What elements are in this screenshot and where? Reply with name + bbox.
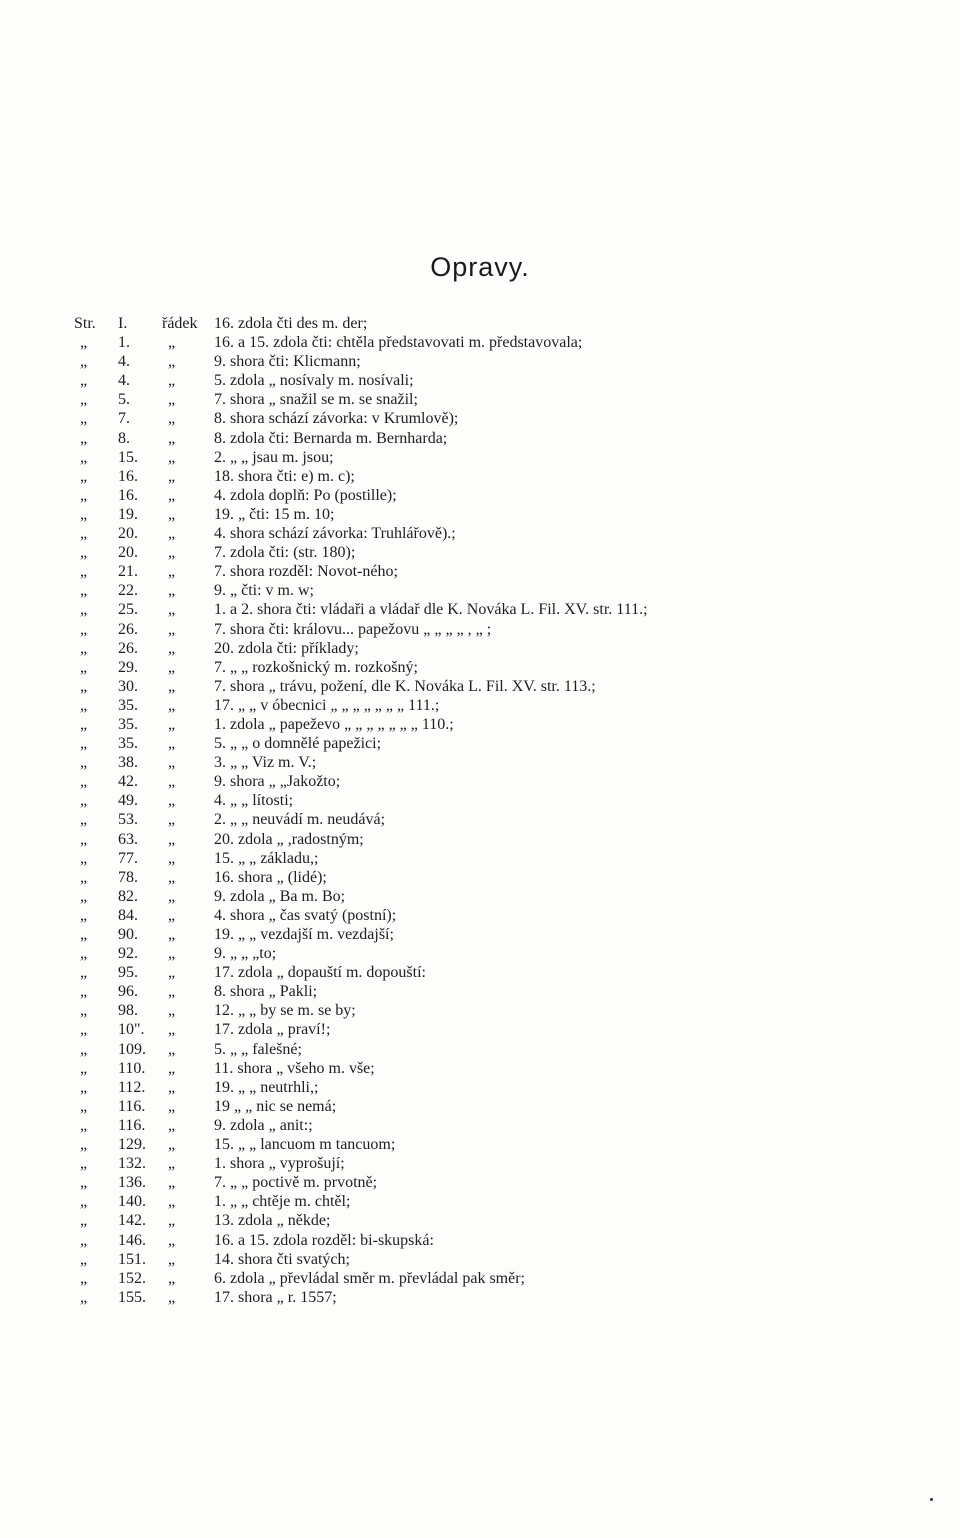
page-number: 152. <box>118 1269 146 1287</box>
correction-text: 20. zdola čti: příklady; <box>214 639 359 657</box>
page-number: 109. <box>118 1040 146 1058</box>
errata-row <box>74 505 894 524</box>
page-number: 49. <box>118 792 138 810</box>
ditto-mark: „ <box>168 735 176 753</box>
errata-row <box>74 524 894 543</box>
correction-text: 4. shora schází závorka: Truhlářově).; <box>214 525 456 543</box>
page-number: 19. <box>118 505 138 523</box>
ditto-mark: „ <box>80 677 88 695</box>
ditto-mark: „ <box>80 467 88 485</box>
errata-row <box>74 1116 894 1135</box>
correction-text: 11. shora „ všeho m. vše; <box>214 1059 375 1077</box>
page-number: 20. <box>118 544 138 562</box>
page-number: 15. <box>118 448 138 466</box>
correction-text: 9. shora „ „Jakožto; <box>214 773 341 791</box>
ditto-mark: „ <box>168 1116 176 1134</box>
correction-text: 1. shora „ vyprošují; <box>214 1155 345 1173</box>
correction-text: 16. a 15. zdola rozděl: bi-skupská: <box>214 1231 434 1249</box>
page-number: 92. <box>118 945 138 963</box>
errata-row <box>74 944 894 963</box>
errata-row <box>74 1078 894 1097</box>
ditto-mark: „ <box>80 715 88 733</box>
errata-row <box>74 849 894 868</box>
errata-row <box>74 600 894 619</box>
ditto-mark: „ <box>168 1193 176 1211</box>
correction-text: 16. shora „ (lidé); <box>214 868 327 886</box>
errata-row <box>74 1001 894 1020</box>
ditto-mark: „ <box>80 486 88 504</box>
errata-row <box>74 753 894 772</box>
correction-text: 9. zdola „ anit:; <box>214 1116 313 1134</box>
page-number: 30. <box>118 677 138 695</box>
errata-row <box>74 562 894 581</box>
ditto-mark: „ <box>80 811 88 829</box>
correction-text: 8. shora „ Pakli; <box>214 983 318 1001</box>
ditto-mark: „ <box>80 1212 88 1230</box>
ditto-mark: „ <box>168 1288 176 1306</box>
ditto-mark: „ <box>80 1059 88 1077</box>
correction-text: 17. shora „ r. 1557; <box>214 1288 337 1306</box>
ditto-mark: „ <box>80 1021 88 1039</box>
ditto-mark: „ <box>168 544 176 562</box>
ditto-mark: „ <box>168 1269 176 1287</box>
errata-row <box>74 1135 894 1154</box>
correction-text: 17. „ „ v óbecnici „ „ „ „ „ „ „ 111.; <box>214 696 440 714</box>
ditto-mark: „ <box>168 868 176 886</box>
errata-row <box>74 409 894 428</box>
errata-row <box>74 1154 894 1173</box>
page-number: 140. <box>118 1193 146 1211</box>
errata-row <box>74 1211 894 1230</box>
correction-text: 13. zdola „ někde; <box>214 1212 331 1230</box>
ditto-mark: „ <box>80 926 88 943</box>
correction-text: 18. shora čti: e) m. c); <box>214 467 355 485</box>
ditto-mark: „ <box>168 926 176 943</box>
str-label: Str. <box>74 315 96 332</box>
page-number: 112. <box>118 1078 146 1096</box>
page-number: 78. <box>118 868 138 886</box>
page-number: 151. <box>118 1250 146 1268</box>
errata-row <box>74 429 894 448</box>
page-number: 1. <box>118 334 130 352</box>
page-number: 116. <box>118 1097 146 1115</box>
correction-text: 20. zdola „ ,radostným; <box>214 830 364 848</box>
correction-text: 6. zdola „ převládal směr m. převládal pak směr; <box>214 1269 525 1287</box>
correction-text: 19 „ „ nic se nemá; <box>214 1097 337 1115</box>
errata-row <box>74 734 894 753</box>
page-number: 116. <box>118 1116 146 1134</box>
ditto-mark: „ <box>168 906 176 924</box>
correction-text: 7. shora čti: královu... papežovu „ „ „ „ , „ ; <box>214 620 492 638</box>
ditto-mark: „ <box>80 830 88 848</box>
ditto-mark: „ <box>168 696 176 714</box>
page-number: 53. <box>118 811 138 829</box>
ditto-mark: „ <box>80 735 88 753</box>
errata-row <box>74 868 894 887</box>
errata-row <box>74 791 894 810</box>
ditto-mark: „ <box>80 1231 88 1249</box>
stray-mark <box>930 1498 933 1501</box>
correction-text: 1. „ „ chtěje m. chtěl; <box>214 1193 351 1211</box>
ditto-mark: „ <box>168 1040 176 1058</box>
ditto-mark: „ <box>80 754 88 772</box>
ditto-mark: „ <box>80 410 88 428</box>
correction-text: 9. shora čti: Klicmann; <box>214 353 361 371</box>
page-number: 38. <box>118 754 138 772</box>
errata-row <box>74 772 894 791</box>
ditto-mark: „ <box>80 334 88 352</box>
correction-text: 15. „ „ lancuom m tancuom; <box>214 1136 396 1154</box>
correction-text: 15. „ „ základu,; <box>214 849 319 867</box>
correction-text: 9. „ čti: v m. w; <box>214 582 314 600</box>
correction-text: 7. shora „ snažil se m. se snažil; <box>214 391 418 409</box>
correction-text: 5. „ „ o domnělé papežici; <box>214 735 382 753</box>
radek-label: řádek <box>162 315 198 332</box>
correction-text: 7. shora „ trávu, požení, dle K. Nováka L. Fil. XV. str. 113.; <box>214 677 596 695</box>
correction-text: 16. zdola čti des m. der; <box>214 315 368 332</box>
correction-text: 5. „ „ falešné; <box>214 1040 302 1058</box>
ditto-mark: „ <box>168 448 176 466</box>
ditto-mark: „ <box>168 334 176 352</box>
ditto-mark: „ <box>80 544 88 562</box>
errata-row <box>74 1231 894 1250</box>
correction-text: 4. zdola doplň: Po (postille); <box>214 486 397 504</box>
correction-text: 1. zdola „ papeževo „ „ „ „ „ „ „ 110.; <box>214 715 454 733</box>
ditto-mark: „ <box>168 1021 176 1039</box>
correction-text: 3. „ „ Viz m. V.; <box>214 754 317 772</box>
ditto-mark: „ <box>168 505 176 523</box>
page-number: 90. <box>118 926 138 943</box>
page-number: 35. <box>118 696 138 714</box>
page-number: 7. <box>118 410 130 428</box>
page-number: 136. <box>118 1174 146 1192</box>
ditto-mark: „ <box>80 1193 88 1211</box>
errata-row <box>74 581 894 600</box>
ditto-mark: „ <box>168 1231 176 1249</box>
ditto-mark: „ <box>80 1002 88 1020</box>
ditto-mark: „ <box>168 1002 176 1020</box>
errata-row <box>74 658 894 677</box>
ditto-mark: „ <box>80 1097 88 1115</box>
ditto-mark: „ <box>80 1250 88 1268</box>
ditto-mark: „ <box>168 792 176 810</box>
page-number: 142. <box>118 1212 146 1230</box>
ditto-mark: „ <box>80 391 88 409</box>
errata-row <box>74 1288 894 1307</box>
correction-text: 19. „ čti: 15 m. 10; <box>214 505 335 523</box>
ditto-mark: „ <box>80 792 88 810</box>
ditto-mark: „ <box>168 1212 176 1230</box>
errata-row <box>74 982 894 1001</box>
ditto-mark: „ <box>80 983 88 1001</box>
correction-text: 7. zdola čti: (str. 180); <box>214 544 356 562</box>
errata-row <box>74 486 894 505</box>
page-number: 20. <box>118 525 138 543</box>
ditto-mark: „ <box>168 849 176 867</box>
page-number: 25. <box>118 601 138 619</box>
correction-text: 9. „ „ „to; <box>214 945 277 963</box>
errata-row <box>74 963 894 982</box>
ditto-mark: „ <box>80 448 88 466</box>
ditto-mark: „ <box>168 563 176 581</box>
correction-text: 16. a 15. zdola čti: chtěla představovati m. představovala; <box>214 334 583 352</box>
ditto-mark: „ <box>168 658 176 676</box>
ditto-mark: „ <box>168 486 176 504</box>
page-number: I. <box>118 315 128 332</box>
errata-row <box>74 810 894 829</box>
errata-row <box>74 1173 894 1192</box>
page-number: 132. <box>118 1155 146 1173</box>
errata-row <box>74 620 894 639</box>
ditto-mark: „ <box>168 353 176 371</box>
ditto-mark: „ <box>168 1078 176 1096</box>
errata-list <box>74 314 894 1307</box>
errata-row <box>74 390 894 409</box>
ditto-mark: „ <box>168 945 176 963</box>
page-number: 26. <box>118 639 138 657</box>
errata-row <box>74 1040 894 1059</box>
errata-row <box>74 1192 894 1211</box>
page-number: 110. <box>118 1059 146 1077</box>
ditto-mark: „ <box>168 525 176 543</box>
ditto-mark: „ <box>168 429 176 447</box>
ditto-mark: „ <box>168 964 176 982</box>
ditto-mark: „ <box>80 887 88 905</box>
correction-text: 7. shora rozděl: Novot-ného; <box>214 563 398 581</box>
ditto-mark: „ <box>168 715 176 733</box>
correction-text: 9. zdola „ Ba m. Bo; <box>214 887 346 905</box>
correction-text: 7. „ „ rozkošnický m. rozkošný; <box>214 658 418 676</box>
errata-row <box>74 1269 894 1288</box>
ditto-mark: „ <box>80 1136 88 1154</box>
errata-row <box>74 314 894 333</box>
ditto-mark: „ <box>80 601 88 619</box>
correction-text: 17. zdola „ dopauští m. dopouští: <box>214 964 426 982</box>
page-number: 4. <box>118 372 130 390</box>
ditto-mark: „ <box>168 601 176 619</box>
errata-row <box>74 371 894 390</box>
ditto-mark: „ <box>80 620 88 638</box>
correction-text: 17. zdola „ praví!; <box>214 1021 331 1039</box>
ditto-mark: „ <box>80 964 88 982</box>
page-number: 96. <box>118 983 138 1001</box>
page-number: 129. <box>118 1136 146 1154</box>
correction-text: 19. „ „ neutrhli,; <box>214 1078 319 1096</box>
correction-text: 2. „ „ jsau m. jsou; <box>214 448 334 466</box>
ditto-mark: „ <box>168 467 176 485</box>
errata-row <box>74 830 894 849</box>
ditto-mark: „ <box>168 410 176 428</box>
correction-text: 19. „ „ vezdajší m. vezdajší; <box>214 926 394 943</box>
correction-text: 2. „ „ neuvádí m. neudává; <box>214 811 386 829</box>
page-number: 42. <box>118 773 138 791</box>
errata-row <box>74 696 894 715</box>
ditto-mark: „ <box>80 353 88 371</box>
correction-text: 4. shora „ čas svatý (postní); <box>214 906 397 924</box>
errata-row <box>74 925 894 944</box>
page-number: 84. <box>118 906 138 924</box>
page-number: 5. <box>118 391 130 409</box>
ditto-mark: „ <box>80 945 88 963</box>
ditto-mark: „ <box>168 983 176 1001</box>
correction-text: 12. „ „ by se m. se by; <box>214 1002 356 1020</box>
page-number: 21. <box>118 563 138 581</box>
errata-row <box>74 543 894 562</box>
page-number: 4. <box>118 353 130 371</box>
errata-row <box>74 715 894 734</box>
page-number: 16. <box>118 486 138 504</box>
ditto-mark: „ <box>80 773 88 791</box>
correction-text: 7. „ „ poctivě m. prvotně; <box>214 1174 378 1192</box>
ditto-mark: „ <box>80 1078 88 1096</box>
ditto-mark: „ <box>168 773 176 791</box>
ditto-mark: „ <box>80 525 88 543</box>
ditto-mark: „ <box>168 830 176 848</box>
page-number: 95. <box>118 964 138 982</box>
page-number: 77. <box>118 849 138 867</box>
ditto-mark: „ <box>168 391 176 409</box>
errata-row <box>74 1020 894 1039</box>
page-number: 35. <box>118 735 138 753</box>
ditto-mark: „ <box>80 1040 88 1058</box>
ditto-mark: „ <box>80 696 88 714</box>
page-number: 146. <box>118 1231 146 1249</box>
correction-text: 1. a 2. shora čti: vládaři a vládař dle K. Nováka L. Fil. XV. str. 111.; <box>214 601 648 619</box>
page-number: 26. <box>118 620 138 638</box>
errata-row <box>74 1059 894 1078</box>
errata-row <box>74 1250 894 1269</box>
errata-row <box>74 906 894 925</box>
correction-text: 8. shora schází závorka: v Krumlově); <box>214 410 459 428</box>
ditto-mark: „ <box>168 639 176 657</box>
ditto-mark: „ <box>168 754 176 772</box>
page-number: 10". <box>118 1021 145 1039</box>
ditto-mark: „ <box>80 639 88 657</box>
ditto-mark: „ <box>80 849 88 867</box>
ditto-mark: „ <box>80 1288 88 1306</box>
ditto-mark: „ <box>80 563 88 581</box>
ditto-mark: „ <box>168 677 176 695</box>
ditto-mark: „ <box>168 1155 176 1173</box>
errata-row <box>74 639 894 658</box>
errata-row <box>74 352 894 371</box>
ditto-mark: „ <box>80 505 88 523</box>
ditto-mark: „ <box>168 811 176 829</box>
ditto-mark: „ <box>168 887 176 905</box>
page-number: 63. <box>118 830 138 848</box>
errata-row <box>74 467 894 486</box>
ditto-mark: „ <box>168 372 176 390</box>
correction-text: 5. zdola „ nosívaly m. nosívali; <box>214 372 414 390</box>
errata-row <box>74 677 894 696</box>
correction-text: 4. „ „ lítosti; <box>214 792 294 810</box>
ditto-mark: „ <box>168 620 176 638</box>
errata-row <box>74 333 894 352</box>
ditto-mark: „ <box>168 582 176 600</box>
errata-row <box>74 1097 894 1116</box>
page-number: 16. <box>118 467 138 485</box>
page-number: 29. <box>118 658 138 676</box>
errata-row <box>74 887 894 906</box>
ditto-mark: „ <box>80 1174 88 1192</box>
correction-text: 8. zdola čti: Bernarda m. Bernharda; <box>214 429 448 447</box>
ditto-mark: „ <box>80 906 88 924</box>
page-number: 8. <box>118 429 130 447</box>
ditto-mark: „ <box>80 868 88 886</box>
page-number: 22. <box>118 582 138 600</box>
ditto-mark: „ <box>168 1250 176 1268</box>
ditto-mark: „ <box>80 1269 88 1287</box>
ditto-mark: „ <box>168 1059 176 1077</box>
page-number: 98. <box>118 1002 138 1020</box>
ditto-mark: „ <box>80 372 88 390</box>
page-number: 155. <box>118 1288 146 1306</box>
ditto-mark: „ <box>80 429 88 447</box>
errata-row <box>74 448 894 467</box>
ditto-mark: „ <box>80 658 88 676</box>
ditto-mark: „ <box>168 1097 176 1115</box>
ditto-mark: „ <box>168 1174 176 1192</box>
ditto-mark: „ <box>80 582 88 600</box>
ditto-mark: „ <box>168 1136 176 1154</box>
page-title: Opravy. <box>430 252 530 282</box>
ditto-mark: „ <box>80 1116 88 1134</box>
correction-text: 14. shora čti svatých; <box>214 1250 350 1268</box>
page-number: 82. <box>118 887 138 905</box>
ditto-mark: „ <box>80 1155 88 1173</box>
page-number: 35. <box>118 715 138 733</box>
